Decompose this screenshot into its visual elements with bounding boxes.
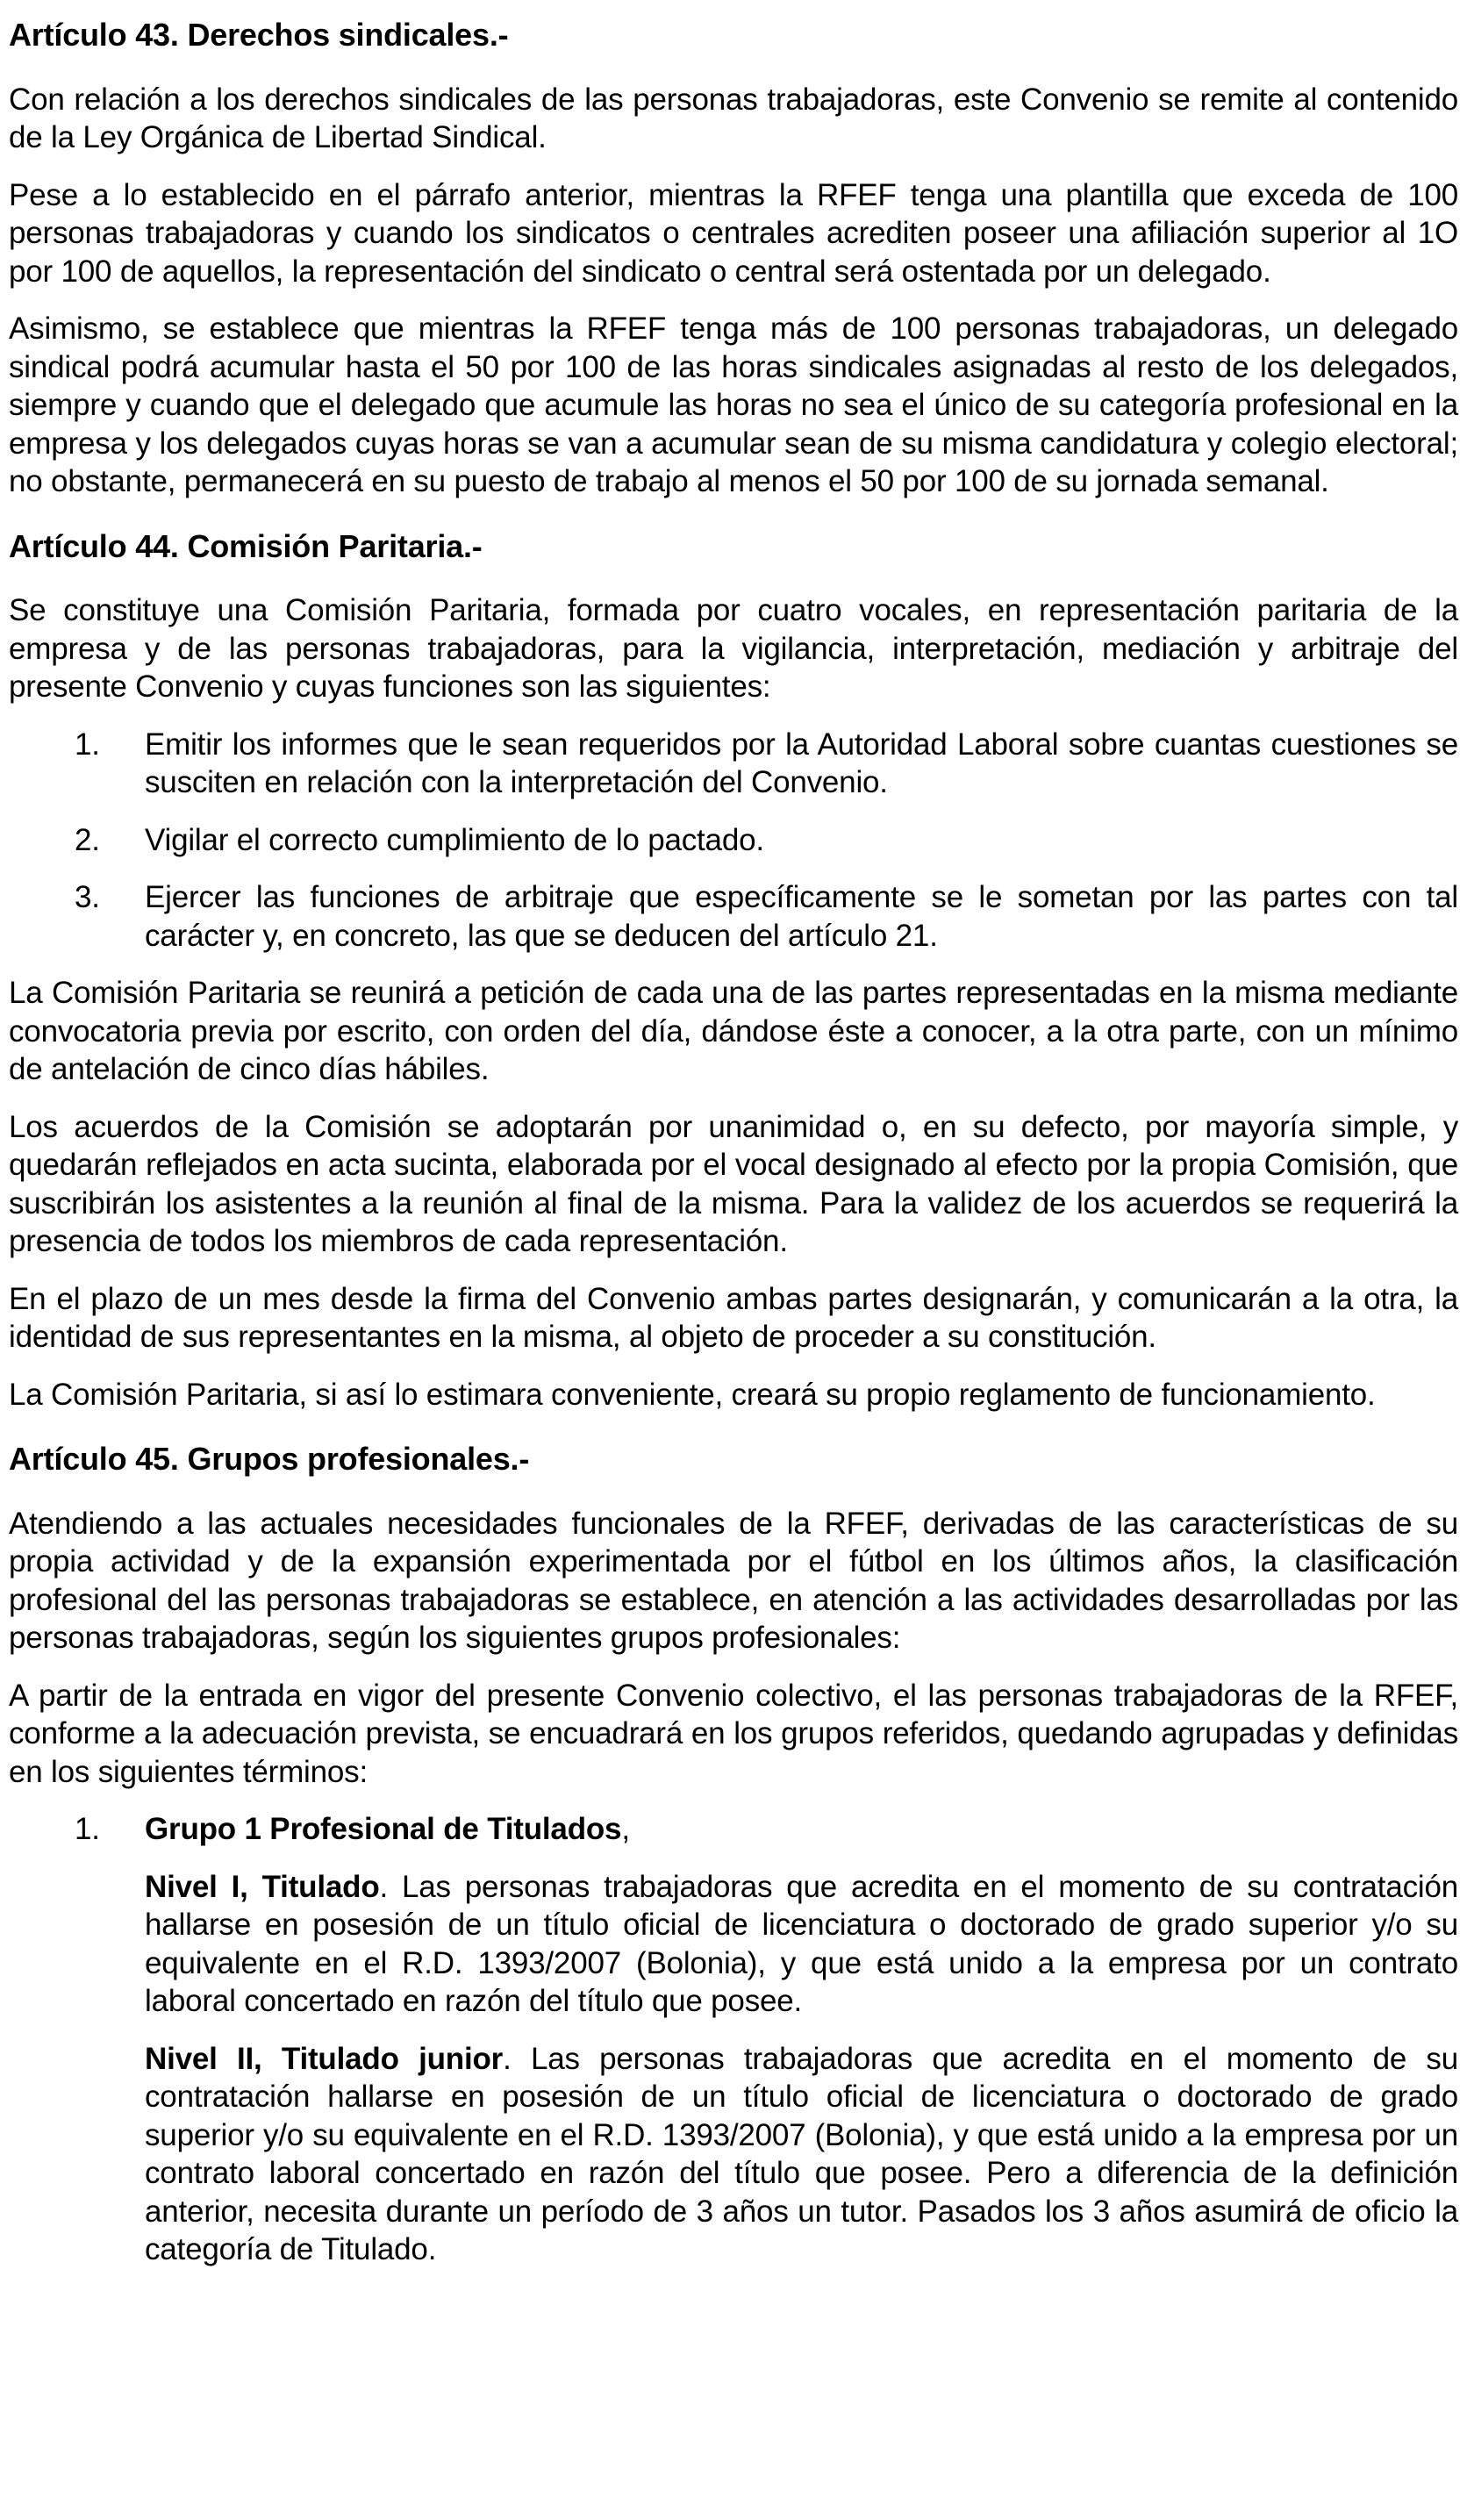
list-item-number: 1. xyxy=(75,727,100,762)
nivel-1-title: Nivel I, Titulado xyxy=(145,1869,380,1904)
group-1-title: Grupo 1 Profesional de Titulados xyxy=(145,1812,622,1846)
group-1-list-item xyxy=(9,1810,1458,1849)
article-45-heading: Artículo 45. Grupos profesionales.- xyxy=(9,1441,530,1477)
article-45-paragraph-1: Atendiendo a las actuales necesidades funcionales de la RFEF, derivadas de las características de su propia actividad y de la expansión experimentada por el fútbol en los últimos años, la clasificación profesional del las personas trabajadoras se establece, en atención a las actividades desarrolladas por las personas trabajadoras, según los siguientes grupos profesionales: xyxy=(9,1506,1458,1655)
article-45-paragraph-2: A partir de la entrada en vigor del presente Convenio colectivo, el las personas trabajadoras de la RFEF, conforme a la adecuación prevista, se encuadrará en los grupos referidos, quedando agrupadas y definidas en los siguientes términos: xyxy=(9,1678,1458,1789)
article-44-paragraph-3: Los acuerdos de la Comisión se adoptarán por unanimidad o, en su defecto, por mayoría simple, y quedarán reflejados en acta sucinta, elaborada por el vocal designado al efecto por la propia Comisión, que suscribirán los asistentes a la reunión al final de la misma. Para la validez de los acuerdos se requerirá la presencia de todos los miembros de cada representación. xyxy=(9,1109,1458,1258)
list-item-text: Vigilar el correcto cumplimiento de lo pactado. xyxy=(145,822,764,857)
article-44-paragraph-4: En el plazo de un mes desde la firma del Convenio ambas partes designarán, y comunicarán a la otra, la identidad de sus representantes en la misma, al objeto de proceder a su constitución. xyxy=(9,1281,1458,1354)
article-44-paragraph-2: La Comisión Paritaria se reunirá a petición de cada una de las partes representadas en la misma mediante convocatoria previa por escrito, con orden del día, dándose éste a conocer, a la otra parte, con un mínimo de antelación de cinco días hábiles. xyxy=(9,976,1458,1086)
list-item-text: Grupo 1 Profesional de Titulados, xyxy=(145,1812,630,1846)
list-item-number: 2. xyxy=(75,822,100,857)
nivel-1-paragraph: Nivel I, Titulado. Las personas trabajadoras que acredita en el momento de su contratación hallarse en posesión de un título oficial de licenciatura o doctorado de grado superior y/o su equivalente en el R.D. 1393/2007 (Bolonia), y que está unido a la empresa por un contrato laboral concertado en razón del título que posee. xyxy=(145,1869,1458,2018)
list-item-1 xyxy=(9,726,1458,802)
article-44-heading: Artículo 44. Comisión Paritaria.- xyxy=(9,527,483,564)
article-44-paragraph-5: La Comisión Paritaria, si así lo estimara conveniente, creará su propio reglamento de funcionamiento. xyxy=(9,1377,1376,1412)
list-item-text: Emitir los informes que le sean requeridos por la Autoridad Laboral sobre cuantas cuestiones se susciten en relación con la interpretación del Convenio. xyxy=(145,727,1458,799)
article-43-paragraph-1: Con relación a los derechos sindicales de las personas trabajadoras, este Convenio se remite al contenido de la Ley Orgánica de Libertad Sindical. xyxy=(9,82,1458,154)
article-44-paragraph-1: Se constituye una Comisión Paritaria, formada por cuatro vocales, en representación paritaria de la empresa y de las personas trabajadoras, para la vigilancia, interpretación, mediación y arbitraje del presente Convenio y cuyas funciones son las siguientes: xyxy=(9,593,1458,704)
nivel-2-title: Nivel II, Titulado junior xyxy=(145,2041,504,2076)
article-43-paragraph-2: Pese a lo establecido en el párrafo anterior, mientras la RFEF tenga una plantilla que exceda de 100 personas trabajadoras y cuando los sindicatos o centrales acrediten poseer una afiliación superior al 1O por 100 de aquellos, la representación del sindicato o central será ostentada por un delegado. xyxy=(9,177,1458,289)
article-43-paragraph-3: Asimismo, se establece que mientras la RFEF tenga más de 100 personas trabajadoras, un delegado sindical podrá acumular hasta el 50 por 100 de las horas sindicales asignadas al resto de los delegados, siempre y cuando que el delegado que acumule las horas no sea el único de su categoría profesional en la empresa y los delegados cuyas horas se van a acumular sean de su misma candidatura y colegio electoral; no obstante, permanecerá en su puesto de trabajo al menos el 50 por 100 de su jornada semanal. xyxy=(9,311,1458,498)
list-item-number: 1. xyxy=(75,1812,100,1846)
list-item-3 xyxy=(9,878,1458,955)
list-item-2 xyxy=(9,821,1458,860)
article-43-heading: Artículo 43. Derechos sindicales.- xyxy=(9,17,509,53)
nivel-2-paragraph: Nivel II, Titulado junior. Las personas trabajadoras que acredita en el momento de su contratación hallarse en posesión de un título oficial de licenciatura o doctorado de grado superior y/o su equivalente en el R.D. 1393/2007 (Bolonia), y que está unido a la empresa por un contrato laboral concertado en razón del título que posee. Pero a diferencia de la definición anterior, necesita durante un período de 3 años un tutor. Pasados los 3 años asumirá de oficio la categoría de Titulado. xyxy=(145,2041,1458,2266)
list-item-number: 3. xyxy=(75,880,100,914)
list-item-text: Ejercer las funciones de arbitraje que específicamente se le sometan por las partes con tal carácter y, en concreto, las que se deducen del artículo 21. xyxy=(145,880,1458,953)
